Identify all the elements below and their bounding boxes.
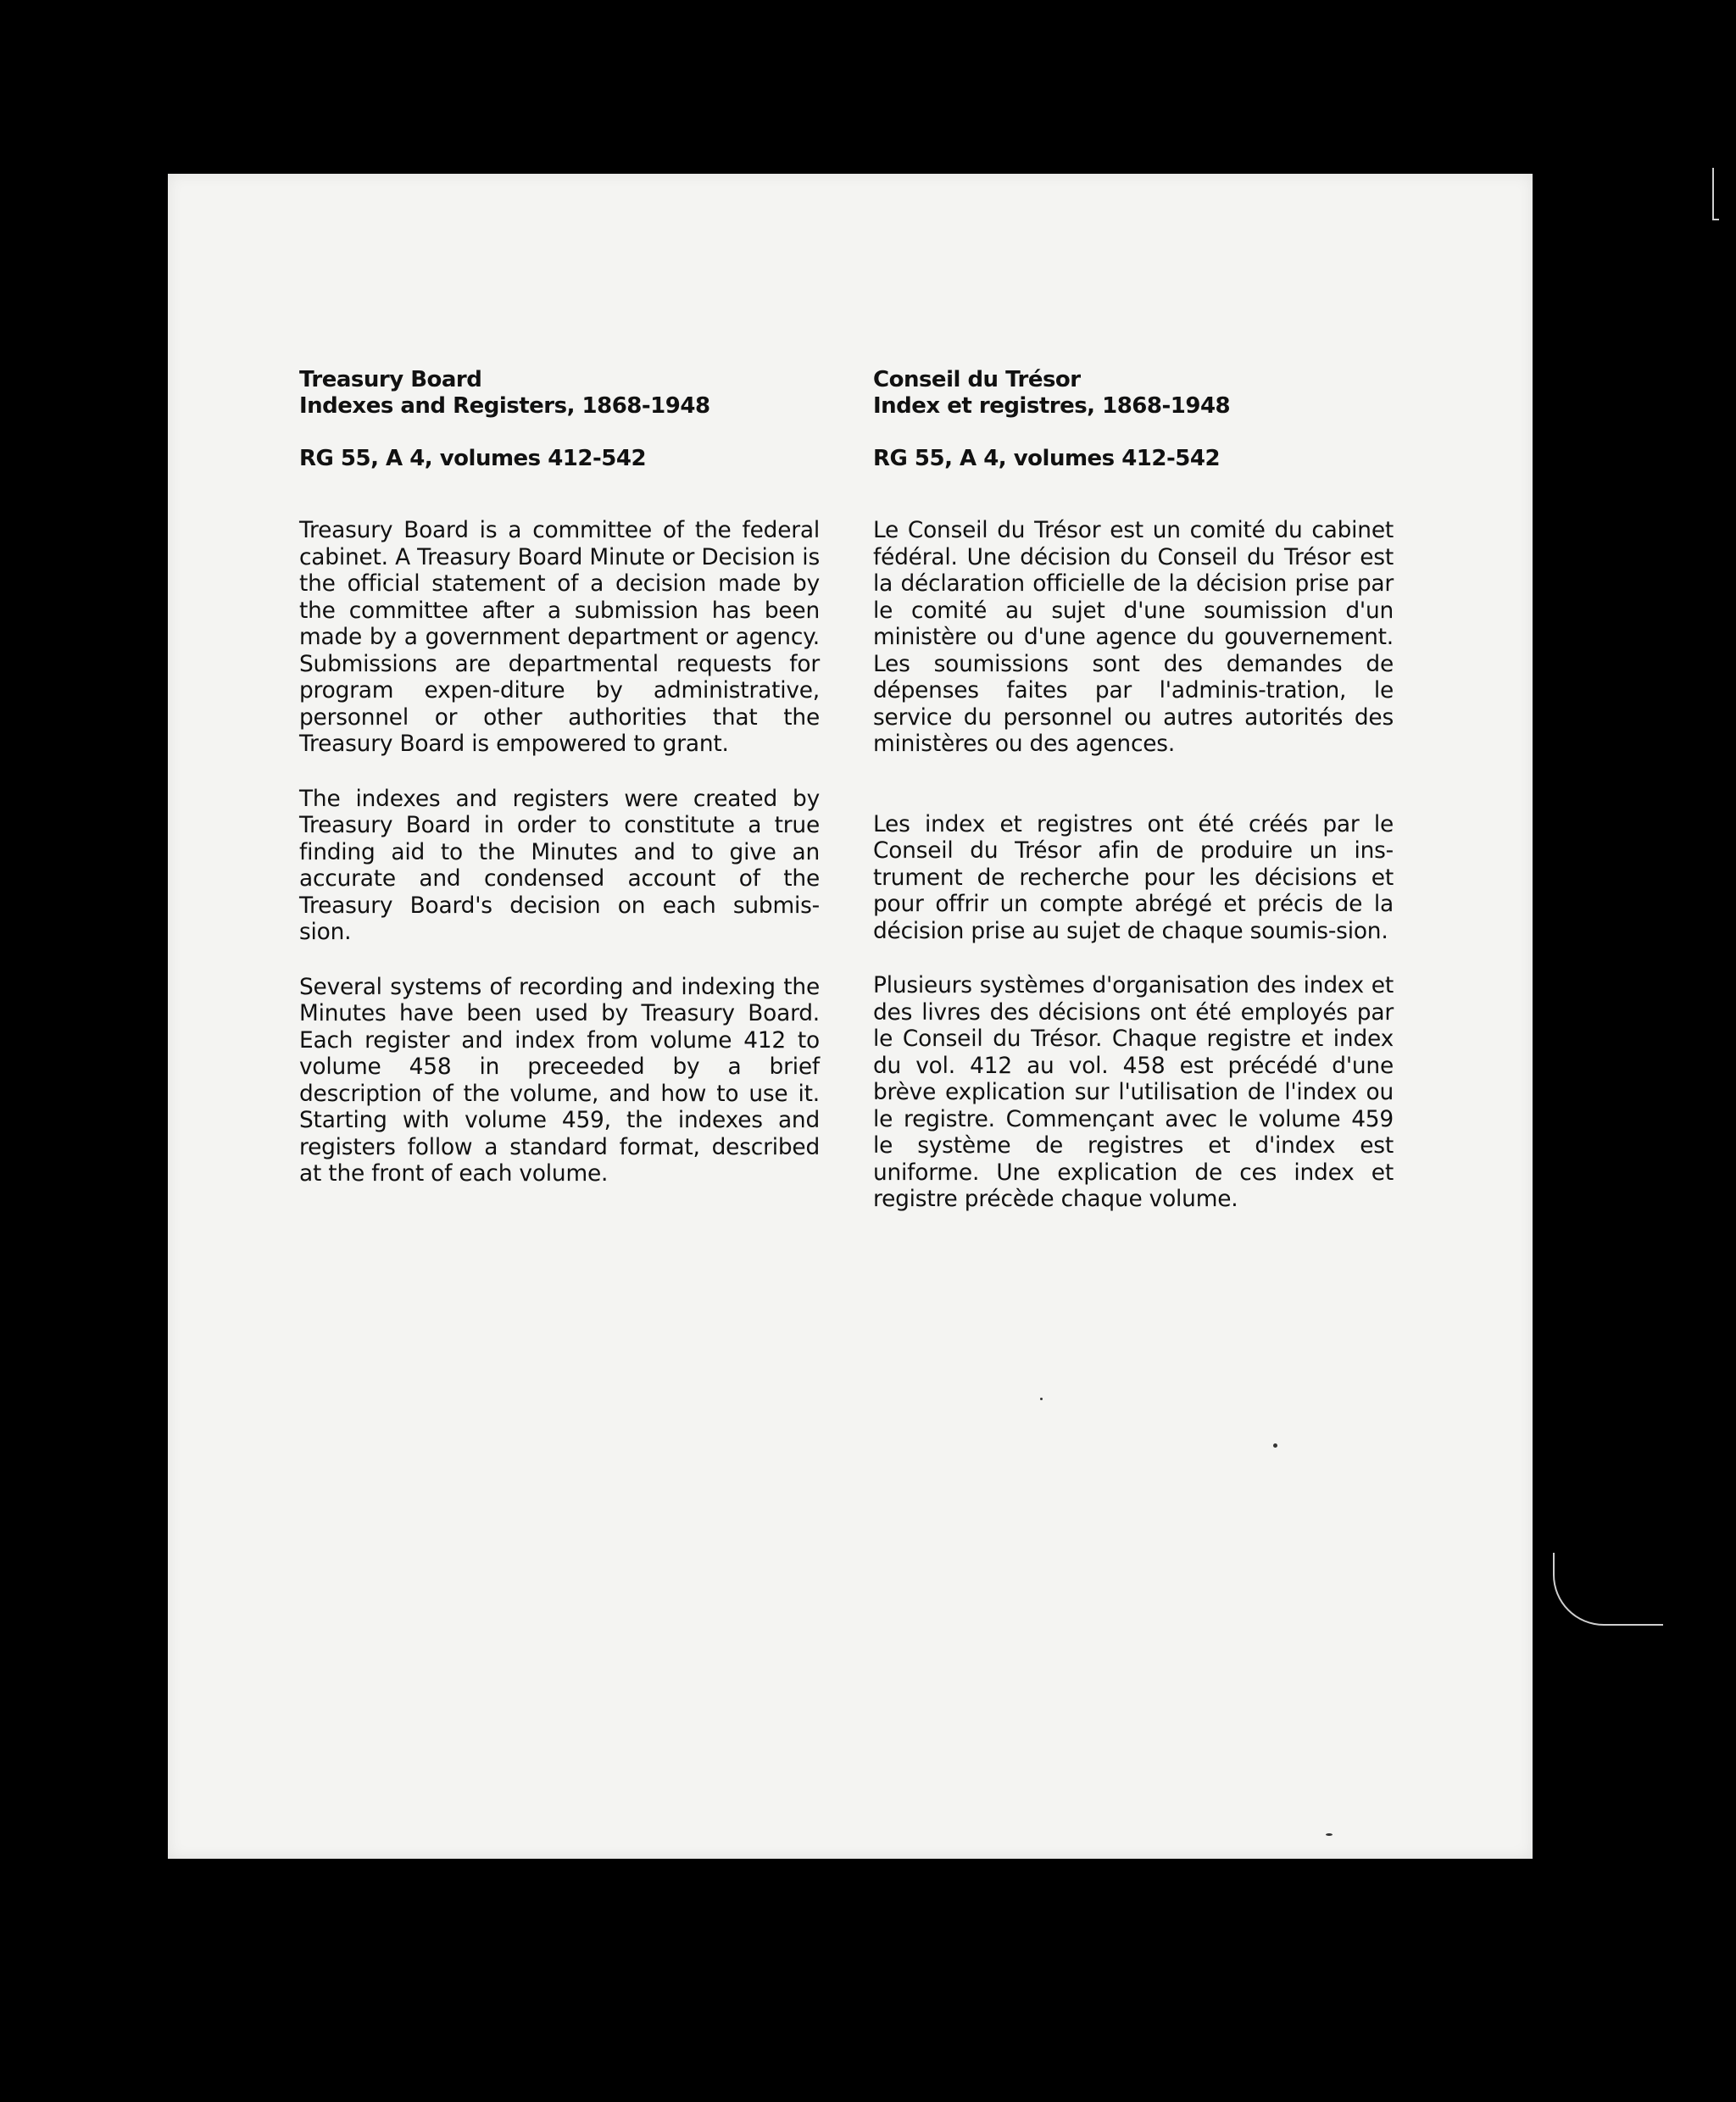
french-title-line2: Index et registres, 1868-1948 <box>873 393 1231 419</box>
english-paragraph-3: Several systems of recording and indexing the Minutes have been used by Treasury Board. Each register and index from volume 412 to volume 458 in preceeded by a brief description of the volume, and how to use it. Starting with volume 459, the indexes and registers follow a standard format, described at the front of each volume. <box>299 973 820 1187</box>
french-paragraph-3: Plusieurs systèmes d'organisation des index et des livres des décisions ont été employés par le Conseil du Trésor. Chaque registre et index du vol. 412 au vol. 458 est précédé d'une brève explication sur l'utilisation de l'index ou le registre. Commençant avec le volume 459 le système de registres et d'index est uniforme. Une explication de ces index et registre précède chaque volume. <box>873 972 1394 1212</box>
french-paragraph-1: Le Conseil du Trésor est un comité du cabinet fédéral. Une décision du Conseil du Trésor est la déclaration officielle de la décision prise par le comité au sujet d'une soumission d'un ministère ou d'une agence du gouvernement. Les soumissions sont des demandes de dépenses faites par l'adminis-tration, le service du personnel ou autres autorités des ministères ou des agences. <box>873 517 1394 757</box>
scan-artifact-line <box>1553 1553 1663 1626</box>
english-title-line2: Indexes and Registers, 1868-1948 <box>299 393 710 419</box>
french-column <box>873 367 1394 1213</box>
english-title <box>299 367 820 420</box>
french-reference: RG 55, A 4, volumes 412-542 <box>873 446 1221 471</box>
dust-speck <box>1326 1833 1333 1836</box>
english-paragraph-1: Treasury Board is a committee of the federal cabinet. A Treasury Board Minute or Decision is the official statement of a decision made by the committee after a submission has been made by a government department or agency. Submissions are departmental requests for program expen-diture by administrative, personnel or other authorities that the Treasury Board is empowered to grant. <box>299 517 820 757</box>
scan-artifact-line <box>1712 168 1719 220</box>
dust-speck <box>1040 1398 1043 1400</box>
french-title <box>873 367 1394 420</box>
english-paragraph-2: The indexes and registers were created by Treasury Board in order to constitute a true finding aid to the Minutes and to give an accurate and condensed account of the Treasury Board's decision on each submis-sion. <box>299 785 820 945</box>
english-column <box>299 367 820 1187</box>
french-title-line1: Conseil du Trésor <box>873 367 1081 392</box>
french-paragraph-2: Les index et registres ont été créés par le Conseil du Trésor afin de produire un ins-trument de recherche pour les décisions et pour offrir un compte abrégé et précis de la décision prise au sujet de chaque soumis-sion. <box>873 810 1394 944</box>
dust-speck <box>1273 1443 1277 1448</box>
english-reference: RG 55, A 4, volumes 412-542 <box>299 446 647 471</box>
paper-sheet <box>168 174 1533 1859</box>
english-title-line1: Treasury Board <box>299 367 482 392</box>
